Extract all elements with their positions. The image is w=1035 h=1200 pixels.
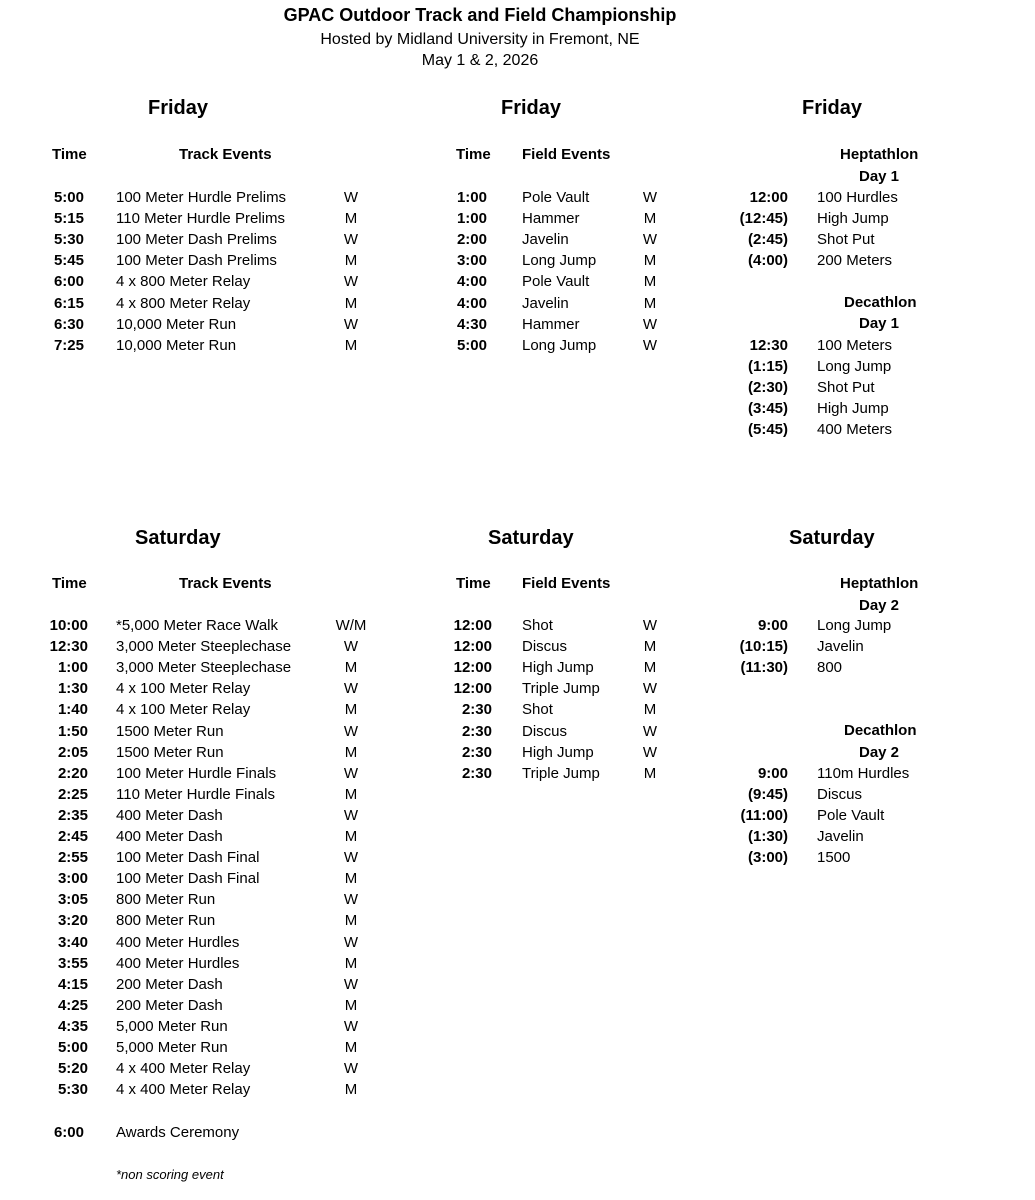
saturday-track-events-header: Track Events — [179, 575, 272, 592]
schedule-gender: M — [643, 701, 657, 719]
schedule-event: 800 Meter Run — [116, 912, 216, 930]
schedule-time: 1:40 — [57, 701, 88, 719]
schedule-event: 1500 — [817, 849, 851, 867]
schedule-gender: M — [344, 1081, 358, 1099]
schedule-gender: M — [344, 996, 358, 1014]
schedule-time: 2:30 — [461, 722, 492, 740]
schedule-event: Triple Jump — [522, 764, 600, 782]
friday-field-events-header: Field Events — [522, 146, 611, 163]
awards-event: Awards Ceremony — [116, 1124, 240, 1141]
schedule-time: 5:20 — [57, 1060, 88, 1078]
schedule-time: 5:30 — [57, 1081, 88, 1099]
schedule-event: 4 x 800 Meter Relay — [116, 273, 251, 291]
schedule-gender: W — [343, 1017, 359, 1035]
schedule-event: 200 Meter Dash — [116, 975, 223, 993]
schedule-event: Discus — [522, 722, 568, 740]
schedule-time: 4:35 — [57, 1017, 88, 1035]
schedule-event: 400 Meter Dash — [116, 828, 223, 845]
schedule-time: 9:00 — [757, 617, 788, 634]
schedule-time: (3:00) — [747, 849, 788, 867]
schedule-time: 5:00 — [53, 189, 84, 206]
schedule-gender: M — [344, 659, 358, 677]
schedule-event: Discus — [522, 638, 568, 656]
schedule-time: 12:30 — [49, 638, 88, 656]
page-subtitle: Hosted by Midland University in Fremont, NE — [320, 31, 640, 48]
schedule-event: 5,000 Meter Run — [116, 1039, 228, 1056]
schedule-time: (4:00) — [747, 252, 788, 270]
schedule-event: Javelin — [817, 638, 864, 656]
schedule-gender: W — [642, 680, 658, 698]
schedule-time: 2:20 — [57, 764, 88, 782]
schedule-gender: M — [643, 764, 657, 782]
schedule-event: Triple Jump — [522, 680, 600, 698]
schedule-time: 12:00 — [453, 617, 492, 634]
schedule-event: Javelin — [817, 828, 864, 846]
schedule-time: 3:20 — [57, 912, 88, 930]
schedule-gender: M — [344, 701, 358, 719]
schedule-gender: W — [642, 336, 658, 354]
schedule-gender: W — [343, 189, 359, 206]
schedule-event: Shot Put — [817, 379, 875, 397]
schedule-event: 100 Meter Dash Prelims — [116, 252, 277, 270]
friday-heptathlon-title: Heptathlon — [840, 146, 919, 163]
schedule-time: 4:25 — [57, 996, 88, 1014]
schedule-time: 1:30 — [57, 680, 88, 698]
schedule-gender: W — [343, 891, 359, 909]
schedule-event: Pole Vault — [817, 807, 885, 825]
schedule-time: 2:45 — [57, 828, 88, 845]
schedule-time: 1:00 — [456, 189, 487, 206]
schedule-event: Hammer — [522, 210, 580, 228]
schedule-gender: W — [343, 806, 359, 824]
schedule-gender: W — [642, 189, 658, 206]
friday-decathlon-day: Day 1 — [859, 315, 900, 332]
schedule-event: 400 Meter Hurdles — [116, 954, 240, 972]
schedule-time: 2:55 — [57, 849, 88, 867]
schedule-gender: W — [343, 638, 359, 656]
schedule-time: (11:00) — [740, 807, 788, 825]
schedule-time: (12:45) — [739, 210, 788, 228]
schedule-time: 7:25 — [53, 336, 84, 354]
schedule-event: Pole Vault — [522, 189, 590, 206]
friday-decathlon-title: Decathlon — [844, 294, 917, 311]
schedule-time: 2:00 — [456, 231, 487, 249]
schedule-event: Javelin — [522, 294, 569, 312]
schedule-event: Long Jump — [522, 252, 597, 270]
schedule-gender: M — [344, 1039, 358, 1056]
schedule-gender: M — [344, 252, 358, 270]
schedule-event: 4 x 400 Meter Relay — [116, 1081, 251, 1099]
schedule-time: 5:45 — [53, 252, 84, 270]
schedule-time: 3:05 — [57, 891, 88, 909]
schedule-event: 4 x 100 Meter Relay — [116, 701, 251, 719]
saturday-track-time-header: Time — [52, 575, 87, 592]
schedule-event: 100 Meter Dash Prelims — [116, 231, 277, 249]
saturday-field-time-header: Time — [456, 575, 491, 592]
schedule-time: (1:30) — [747, 828, 788, 846]
schedule-gender: M — [643, 273, 657, 291]
schedule-gender: W — [343, 933, 359, 951]
schedule-event: 1500 Meter Run — [116, 743, 224, 761]
schedule-event: Hammer — [522, 315, 580, 333]
event-date: May 1 & 2, 2026 — [421, 52, 539, 69]
schedule-gender: W — [642, 231, 658, 249]
schedule-time: 5:00 — [456, 336, 487, 354]
schedule-event: 4 x 100 Meter Relay — [116, 680, 251, 698]
friday-field-time-header: Time — [456, 146, 491, 163]
schedule-time: 4:15 — [57, 975, 88, 993]
saturday-track-heading: Saturday — [135, 527, 221, 549]
schedule-event: 400 Meter Hurdles — [116, 933, 240, 951]
friday-track-events-header: Track Events — [179, 146, 272, 163]
schedule-event: 4 x 800 Meter Relay — [116, 294, 251, 312]
schedule-gender: M — [344, 743, 358, 761]
schedule-time: 3:55 — [57, 954, 88, 972]
schedule-event: 3,000 Meter Steeplechase — [116, 638, 292, 656]
schedule-gender: W — [642, 722, 658, 740]
schedule-event: 400 Meter Dash — [116, 806, 223, 824]
schedule-gender: M — [643, 210, 657, 228]
schedule-time: (10:15) — [739, 638, 788, 656]
schedule-gender: W — [343, 273, 359, 291]
schedule-gender: W — [642, 315, 658, 333]
saturday-field-heading: Saturday — [488, 527, 574, 549]
friday-track-time-header: Time — [52, 146, 87, 163]
friday-multi-heading: Friday — [802, 97, 863, 119]
schedule-gender: M — [344, 210, 358, 228]
schedule-gender: M — [643, 659, 657, 677]
schedule-time: (9:45) — [747, 786, 788, 804]
schedule-gender: W — [343, 1060, 359, 1078]
schedule-event: 200 Meters — [817, 252, 893, 270]
schedule-time: 2:25 — [57, 785, 88, 803]
schedule-time: 3:00 — [456, 252, 487, 270]
schedule-gender: M — [344, 828, 358, 845]
schedule-time: (11:30) — [740, 659, 788, 677]
schedule-gender: M — [344, 954, 358, 972]
schedule-time: 6:15 — [53, 294, 84, 312]
schedule-time: 12:00 — [453, 680, 492, 698]
schedule-gender: M — [344, 870, 358, 888]
schedule-event: 100 Meter Dash Final — [116, 849, 260, 867]
saturday-heptathlon-title: Heptathlon — [840, 575, 919, 592]
schedule-event: Pole Vault — [522, 273, 590, 291]
footnote: *non scoring event — [116, 1167, 224, 1182]
schedule-time: 12:00 — [749, 189, 788, 206]
schedule-gender: W — [343, 231, 359, 249]
schedule-gender: W — [343, 764, 359, 782]
schedule-time: 3:40 — [57, 933, 88, 951]
schedule-event: High Jump — [522, 659, 594, 677]
schedule-event: 400 Meters — [817, 421, 893, 439]
friday-track-heading: Friday — [148, 97, 209, 119]
awards-time: 6:00 — [53, 1124, 84, 1141]
schedule-event: 4 x 400 Meter Relay — [116, 1060, 251, 1078]
saturday-field-events-header: Field Events — [522, 575, 611, 592]
schedule-time: 2:30 — [461, 743, 492, 761]
schedule-gender: M — [643, 294, 657, 312]
schedule-time: (1:15) — [747, 358, 788, 376]
schedule-time: 1:50 — [57, 722, 88, 740]
schedule-gender: W/M — [335, 617, 367, 634]
saturday-decathlon-day: Day 2 — [859, 744, 900, 761]
schedule-time: (2:45) — [747, 231, 788, 249]
schedule-event: Shot — [522, 617, 553, 634]
schedule-event: 10,000 Meter Run — [116, 336, 237, 354]
schedule-gender: M — [344, 336, 358, 354]
schedule-event: 800 Meter Run — [116, 891, 216, 909]
schedule-event: 5,000 Meter Run — [116, 1017, 228, 1035]
schedule-time: 5:15 — [53, 210, 84, 228]
schedule-time: (2:30) — [747, 379, 788, 397]
schedule-time: 6:00 — [53, 273, 84, 291]
schedule-gender: W — [343, 849, 359, 867]
schedule-event: 100 Meter Dash Final — [116, 870, 260, 888]
schedule-time: 9:00 — [757, 765, 788, 782]
schedule-event: 1500 Meter Run — [116, 722, 224, 740]
schedule-time: 12:00 — [453, 638, 492, 656]
schedule-event: 3,000 Meter Steeplechase — [116, 659, 292, 677]
friday-heptathlon-day: Day 1 — [859, 168, 900, 185]
schedule-gender: W — [343, 315, 359, 333]
schedule-event: Long Jump — [817, 358, 892, 376]
schedule-time: 2:35 — [57, 806, 88, 824]
schedule-gender: W — [343, 722, 359, 740]
schedule-time: 1:00 — [456, 210, 487, 228]
schedule-event: Shot Put — [817, 231, 875, 249]
schedule-event: Discus — [817, 786, 863, 804]
schedule-time: (3:45) — [747, 400, 788, 418]
schedule-time: 5:30 — [53, 231, 84, 249]
page-title: GPAC Outdoor Track and Field Championship — [283, 5, 677, 25]
schedule-gender: M — [344, 785, 358, 803]
schedule-gender: M — [344, 294, 358, 312]
schedule-time: (5:45) — [747, 421, 788, 439]
schedule-event: Long Jump — [522, 336, 597, 354]
schedule-event: High Jump — [522, 743, 594, 761]
schedule-gender: M — [344, 912, 358, 930]
schedule-event: 100 Hurdles — [817, 189, 898, 206]
schedule-gender: M — [643, 638, 657, 656]
schedule-event: 200 Meter Dash — [116, 996, 223, 1014]
schedule-gender: M — [643, 252, 657, 270]
schedule-event: Shot — [522, 701, 553, 719]
saturday-decathlon-title: Decathlon — [844, 722, 917, 739]
schedule-time: 2:30 — [461, 701, 492, 719]
schedule-gender: W — [642, 743, 658, 761]
schedule-time: 2:30 — [461, 764, 492, 782]
schedule-event: 110 Meter Hurdle Finals — [116, 785, 275, 803]
schedule-event: *5,000 Meter Race Walk — [116, 617, 279, 634]
schedule-gender: W — [343, 680, 359, 698]
schedule-event: 110 Meter Hurdle Prelims — [116, 210, 285, 228]
schedule-event: 800 — [817, 659, 843, 677]
schedule-gender: W — [642, 617, 658, 634]
schedule-time: 5:00 — [57, 1039, 88, 1056]
schedule-event: Long Jump — [817, 617, 892, 634]
schedule-event: Javelin — [522, 231, 569, 249]
schedule-time: 4:00 — [456, 273, 487, 291]
schedule-event: 100 Meter Hurdle Prelims — [116, 189, 287, 206]
schedule-time: 4:30 — [456, 315, 487, 333]
schedule-event: 110m Hurdles — [817, 765, 910, 782]
schedule-gender: W — [343, 975, 359, 993]
schedule-time: 10:00 — [49, 617, 88, 634]
schedule-time: 12:00 — [453, 659, 492, 677]
saturday-heptathlon-day: Day 2 — [859, 597, 900, 614]
schedule-time: 3:00 — [57, 870, 88, 888]
friday-field-heading: Friday — [501, 97, 562, 119]
schedule-event: 100 Meters — [817, 337, 893, 354]
schedule-event: High Jump — [817, 210, 889, 228]
schedule-time: 12:30 — [749, 337, 788, 354]
schedule-time: 6:30 — [53, 315, 84, 333]
schedule-event: 10,000 Meter Run — [116, 315, 237, 333]
schedule-time: 4:00 — [456, 294, 487, 312]
schedule-event: High Jump — [817, 400, 889, 418]
saturday-multi-heading: Saturday — [789, 527, 875, 549]
schedule-time: 1:00 — [57, 659, 88, 677]
schedule-time: 2:05 — [57, 743, 88, 761]
schedule-event: 100 Meter Hurdle Finals — [116, 764, 277, 782]
